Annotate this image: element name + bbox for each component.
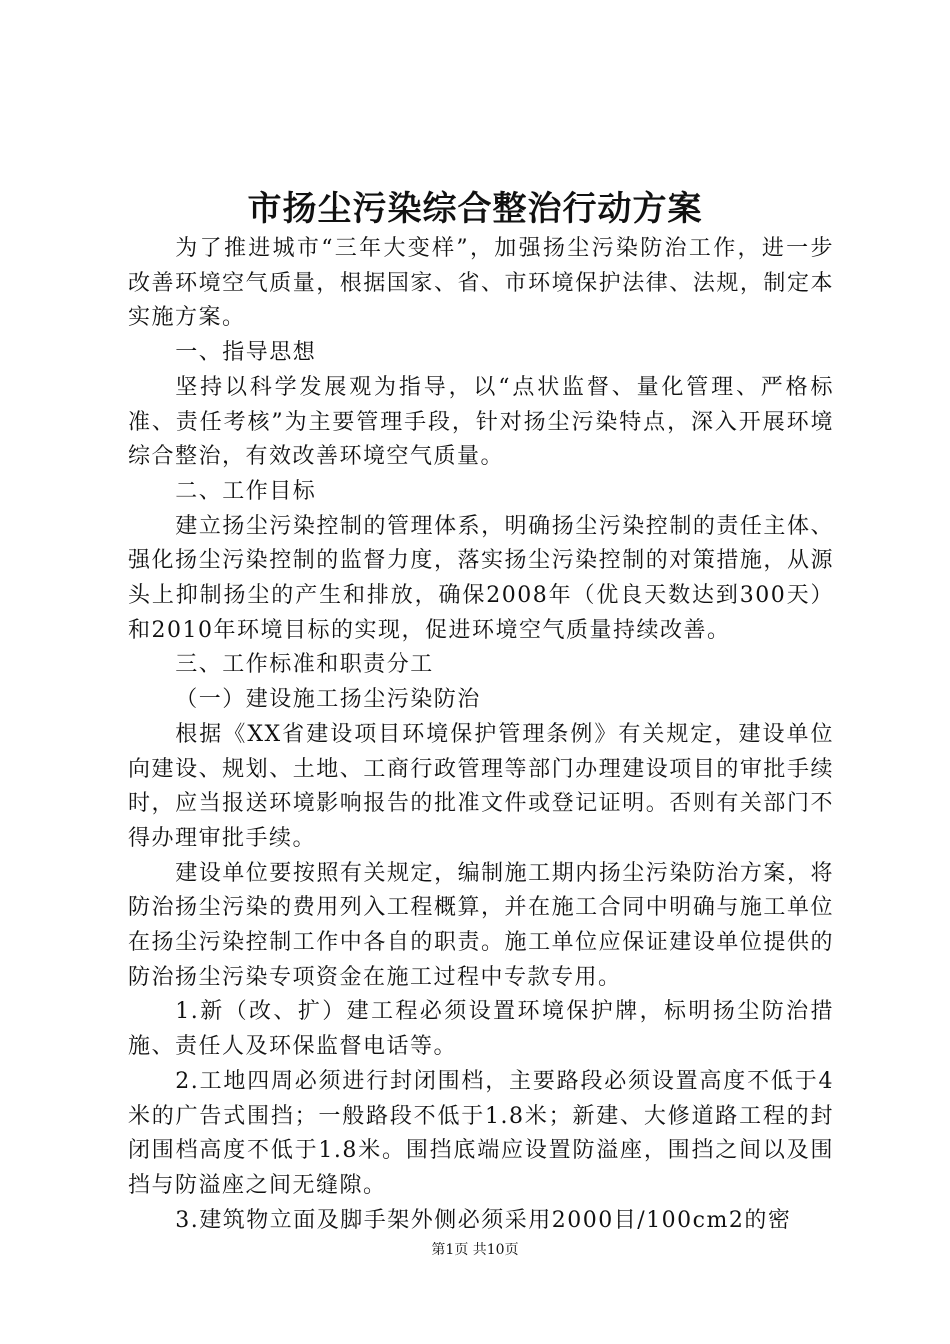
subheading-construction-dust: （一）建设施工扬尘污染防治	[175, 687, 481, 713]
list-item-1: 1.新（改、扩）建工程必须设置环境保护牌，标明扬尘防治措施、责任人及环保监督电话等。	[128, 999, 834, 1060]
list-item-3: 3.建筑物立面及脚手架外侧必须采用2000目/100cm2的密	[175, 1207, 792, 1233]
page-footer: 第1页 共10页	[431, 1242, 519, 1258]
heading-standards-duties: 三、工作标准和职责分工	[175, 652, 434, 678]
heading-guiding-ideology: 一、指导思想	[175, 340, 317, 366]
paragraph-work-goals: 建立扬尘污染控制的管理体系，明确扬尘污染控制的责任主体、强化扬尘污染控制的监督力度，落实扬尘污染控制的对策措施，从源头上抑制扬尘的产生和排放，确保2008年（优良天数达到300天）和2010年环境目标的实现，促进环境空气质量持续改善。	[128, 513, 834, 643]
document-title: 市扬尘污染综合整治行动方案	[247, 189, 703, 229]
heading-work-goals: 二、工作目标	[175, 478, 317, 504]
paragraph-guiding-ideology: 坚持以科学发展观为指导，以“点状监督、量化管理、严格标准、责任考核”为主要管理手段，针对扬尘污染特点，深入开展环境综合整治，有效改善环境空气质量。	[128, 374, 834, 470]
paragraph-intro: 为了推进城市“三年大变样”，加强扬尘污染防治工作，进一步改善环境空气质量，根据国家、省、市环境保护法律、法规，制定本实施方案。	[128, 236, 834, 331]
document-body	[128, 232, 834, 1238]
list-item-2: 2.工地四周必须进行封闭围档，主要路段必须设置高度不低于4米的广告式围挡；一般路段不低于1.8米；新建、大修道路工程的封闭围档高度不低于1.8米。围挡底端应设置防溢座，围挡之间以及围挡与防溢座之间无缝隙。	[128, 1068, 834, 1198]
paragraph-construction-unit: 建设单位要按照有关规定，编制施工期内扬尘污染防治方案，将防治扬尘污染的费用列入工程概算，并在施工合同中明确与施工单位在扬尘污染控制工作中各自的职责。施工单位应保证建设单位提供的防治扬尘污染专项资金在施工过程中专款专用。	[128, 860, 834, 990]
paragraph-regulation: 根据《XX省建设项目环境保护管理条例》有关规定，建设单位向建设、规划、土地、工商行政管理等部门办理建设项目的审批手续时，应当报送环境影响报告的批准文件或登记证明。否则有关部门不得办理审批手续。	[128, 721, 834, 851]
